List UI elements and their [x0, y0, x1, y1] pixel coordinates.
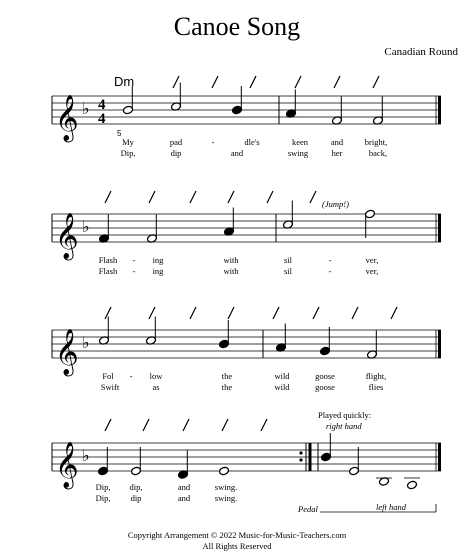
- song-subtitle: Canadian Round: [384, 46, 458, 58]
- lyric: Flash: [98, 255, 118, 265]
- lyric: -: [211, 137, 215, 147]
- lyric: bright,: [364, 137, 388, 147]
- flat-icon: ♭: [82, 99, 90, 118]
- lyric: keen: [291, 137, 309, 147]
- lyric: Dip,: [95, 482, 111, 492]
- pedal-marking: Pedal: [298, 504, 318, 514]
- lyric: and: [177, 482, 191, 492]
- flat-icon: ♭: [82, 333, 90, 352]
- lyric: flies: [368, 382, 384, 392]
- played-quickly-annotation: Played quickly:: [318, 410, 372, 420]
- rhythm-slash: [149, 307, 155, 319]
- left-hand-annotation: left hand: [376, 502, 406, 512]
- lyric: as: [152, 382, 160, 392]
- lyric: with: [223, 266, 239, 276]
- rhythm-slash: [273, 307, 279, 319]
- rhythm-slash: [313, 307, 319, 319]
- lyric: ver,: [365, 255, 379, 265]
- lyric: wild: [274, 371, 290, 381]
- lyric: Flash: [98, 266, 118, 276]
- lyric: and: [230, 148, 244, 158]
- lyric: the: [221, 371, 233, 381]
- rhythm-slash: [222, 419, 228, 431]
- lyric: dip: [170, 148, 182, 158]
- lyric: sil: [283, 255, 293, 265]
- lyric: ing: [152, 266, 164, 276]
- lyric: pad: [169, 137, 183, 147]
- lyric: the: [221, 382, 233, 392]
- rhythm-slash: [295, 76, 301, 88]
- lyric: dip,: [129, 482, 143, 492]
- lyric: wild: [274, 382, 290, 392]
- rhythm-slash: [105, 191, 111, 203]
- rhythm-slash: [250, 76, 256, 88]
- rhythm-slash: [267, 191, 273, 203]
- note-head: [407, 480, 418, 490]
- lyric: and: [330, 137, 344, 147]
- lyric: sil: [283, 266, 293, 276]
- time-signature-bottom: 4: [98, 111, 106, 127]
- lyric: Dip,: [120, 148, 136, 158]
- lyric: -: [129, 371, 133, 381]
- rhythm-slash: [183, 419, 189, 431]
- rhythm-slash: [212, 76, 218, 88]
- lyric: dle's: [244, 137, 260, 147]
- chord-symbol: Dm: [114, 74, 135, 89]
- lyric: flight,: [365, 371, 387, 381]
- rhythm-slash: [105, 419, 111, 431]
- lyric: Fol: [102, 371, 114, 381]
- time-signature-top: 4: [98, 97, 106, 113]
- lyric: -: [328, 255, 332, 265]
- lyric: low: [149, 371, 163, 381]
- lyric: goose: [315, 382, 335, 392]
- rhythm-slash: [190, 191, 196, 203]
- flat-icon: ♭: [82, 446, 90, 465]
- rhythm-slash: [352, 307, 358, 319]
- treble-clef-icon: 𝄞: [55, 329, 79, 375]
- rhythm-slash: [149, 191, 155, 203]
- rhythm-slash: [261, 419, 267, 431]
- lyric: My: [122, 137, 134, 147]
- lyric: -: [132, 266, 136, 276]
- lyric: Dip,: [95, 493, 111, 503]
- treble-clef-icon: 𝄞: [55, 213, 79, 259]
- rights-line: All Rights Reserved: [202, 541, 272, 551]
- right-hand-annotation: right hand: [326, 421, 362, 431]
- lyric: -: [328, 266, 332, 276]
- repeat-dot: [299, 458, 302, 461]
- lyric: with: [223, 255, 239, 265]
- lyric: dip: [130, 493, 142, 503]
- lyric: swing: [287, 148, 309, 158]
- rhythm-slash: [310, 191, 316, 203]
- note-head: [219, 466, 230, 476]
- lyric: goose: [315, 371, 335, 381]
- lyric: ver,: [365, 266, 379, 276]
- rhythm-slash: [228, 191, 234, 203]
- treble-clef-icon: 𝄞: [55, 95, 79, 141]
- rhythm-slash: [173, 76, 179, 88]
- lyric: her: [331, 148, 343, 158]
- song-title: Canoe Song: [173, 12, 301, 41]
- lyric: swing.: [214, 493, 238, 503]
- lyric: and: [177, 493, 191, 503]
- lyric: swing.: [214, 482, 238, 492]
- lyric: -: [132, 255, 136, 265]
- repeat-dot: [299, 451, 302, 454]
- rhythm-slash: [334, 76, 340, 88]
- lyric: ing: [152, 255, 164, 265]
- jump-annotation: (Jump!): [322, 199, 349, 209]
- fingering-number: 5: [117, 129, 122, 138]
- copyright-line: Copyright Arrangement © 2022 Music-for-Music-Teachers.com: [127, 530, 347, 540]
- rhythm-slash: [228, 307, 234, 319]
- flat-icon: ♭: [82, 217, 90, 236]
- rhythm-slash: [373, 76, 379, 88]
- rhythm-slash: [391, 307, 397, 319]
- rhythm-slash: [143, 419, 149, 431]
- lyric: Swift: [100, 382, 120, 392]
- rhythm-slash: [190, 307, 196, 319]
- treble-clef-icon: 𝄞: [55, 442, 79, 488]
- lyric: back,: [368, 148, 388, 158]
